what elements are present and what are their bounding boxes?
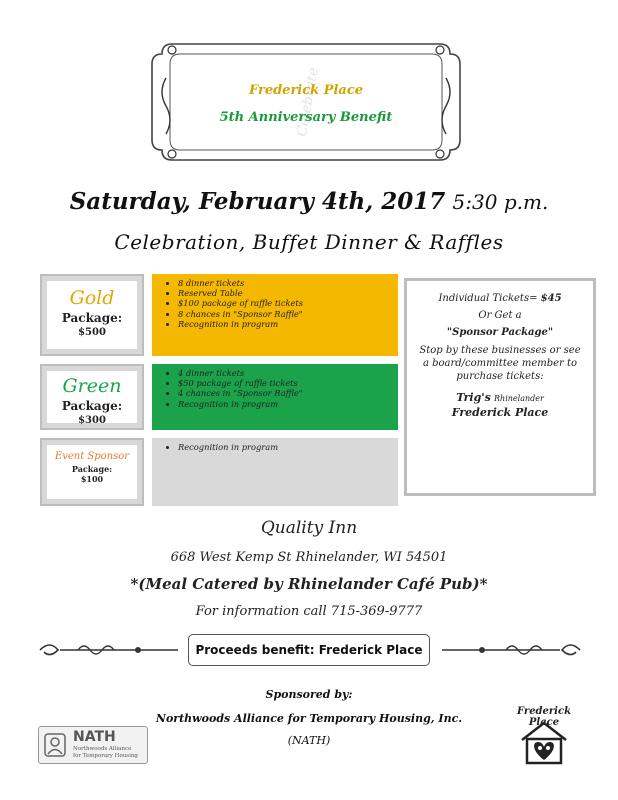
business-frederick-place: Frederick Place xyxy=(451,406,549,419)
gold-package-label: Package: xyxy=(61,311,123,325)
gold-package-name: Gold xyxy=(69,287,115,309)
nath-logo-sub2: for Temporary Housing xyxy=(73,753,138,759)
event-sponsor-benefits xyxy=(152,438,398,506)
list-item: • 4 chances in "Sponsor Raffle" xyxy=(178,388,390,398)
purchase-instructions: Stop by these businesses or see a board/committee member to purchase tickets: xyxy=(419,345,581,382)
green-package-price: $300 xyxy=(78,415,106,426)
green-package-label: Package: xyxy=(61,399,123,413)
event-time: 5:30 p.m. xyxy=(452,190,549,214)
list-item: • $100 package of raffle tickets xyxy=(178,298,390,308)
org-title: Frederick Place xyxy=(248,83,364,98)
individual-tickets-label: Individual Tickets= xyxy=(438,293,538,304)
venue-name: Quality Inn xyxy=(260,518,358,538)
gold-package-price: $500 xyxy=(78,327,106,338)
individual-tickets xyxy=(407,293,593,304)
business-trigs-name: Trig's xyxy=(456,391,491,404)
sponsor-package-text: "Sponsor Package" xyxy=(446,327,554,338)
gold-benefits xyxy=(152,274,398,356)
right-flourish-ornament xyxy=(436,640,582,660)
house-icon xyxy=(43,732,67,758)
list-item: • 8 chances in "Sponsor Raffle" xyxy=(178,309,390,319)
event-sponsor-package-price: $100 xyxy=(80,474,104,484)
green-package-box xyxy=(40,364,144,430)
event-date-time xyxy=(0,188,618,215)
green-benefits xyxy=(152,364,398,430)
frederick-place-logo xyxy=(506,706,582,768)
catering-note: *(Meal Catered by Rhinelander Café Pub)* xyxy=(130,575,488,593)
individual-tickets-price: $45 xyxy=(540,293,562,304)
event-subtitle: Celebration, Buffet Dinner & Raffles xyxy=(114,230,504,254)
gold-package-box xyxy=(40,274,144,356)
business-trigs xyxy=(407,391,593,404)
title-frame xyxy=(150,38,462,166)
list-item: • Recognition in program xyxy=(178,442,390,452)
info-phone: For information call 715-369-9777 xyxy=(195,604,423,619)
house-heart-icon xyxy=(518,720,570,766)
frederick-place-logo-title: Frederick Place xyxy=(517,706,571,728)
frame-watermark: Celebrate xyxy=(294,66,322,138)
event-sponsor-package-label: Package: xyxy=(71,464,113,474)
nath-logo-title: NATH xyxy=(73,729,116,745)
list-item: • 8 dinner tickets xyxy=(178,278,390,288)
proceeds-banner: Proceeds benefit: Frederick Place xyxy=(188,634,430,666)
event-sponsor-package-box xyxy=(40,438,144,506)
nath-logo-sub1: Northwoods Alliance xyxy=(73,746,132,752)
event-title: 5th Anniversary Benefit xyxy=(219,110,393,125)
event-sponsor-package-name: Event Sponsor xyxy=(54,451,130,462)
list-item: • Recognition in program xyxy=(178,319,390,329)
or-get-text: Or Get a xyxy=(478,310,522,321)
list-item: • Recognition in program xyxy=(178,399,390,409)
sponsor-name: Northwoods Alliance for Temporary Housing, Inc. xyxy=(155,712,463,725)
ticket-info-box xyxy=(404,278,596,496)
nath-logo xyxy=(38,726,148,764)
sponsored-by-label: Sponsored by: xyxy=(265,688,353,701)
list-item: • $50 package of raffle tickets xyxy=(178,378,390,388)
list-item: • 4 dinner tickets xyxy=(178,368,390,378)
left-flourish-ornament xyxy=(38,640,184,660)
sponsor-abbr: (NATH) xyxy=(287,734,331,747)
green-package-name: Green xyxy=(62,375,122,397)
event-date: Saturday, February 4th, 2017 xyxy=(69,188,446,215)
list-item: • Reserved Table xyxy=(178,288,390,298)
venue-address: 668 West Kemp St Rhinelander, WI 54501 xyxy=(170,550,448,565)
business-trigs-city: Rhinelander xyxy=(494,394,544,403)
